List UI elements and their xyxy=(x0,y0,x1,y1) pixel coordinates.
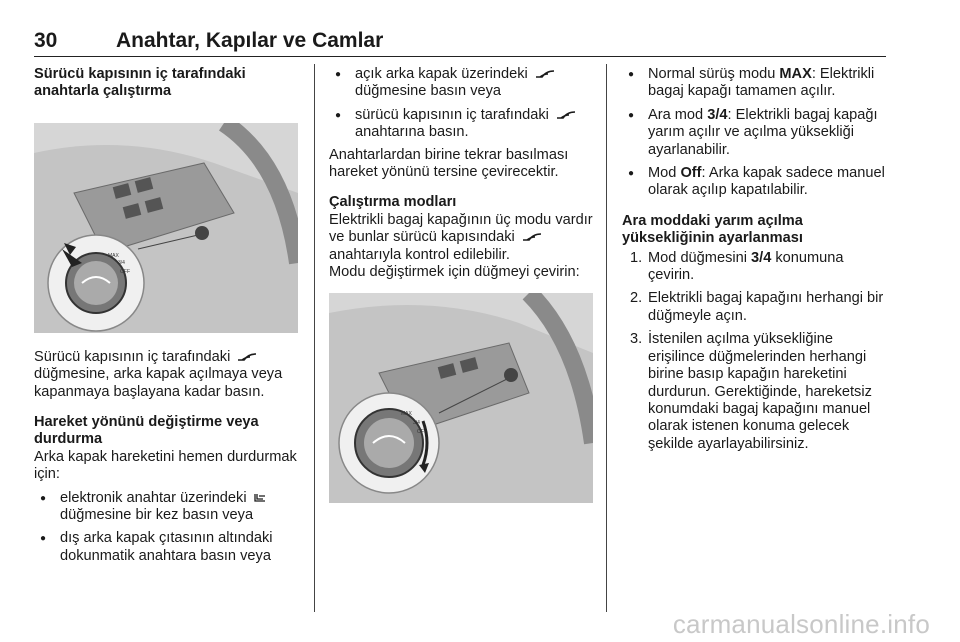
list-item: 1. Mod düğmesini 3/4 konumuna çevirin. xyxy=(630,249,844,284)
list-item: ● açık arka kapak üzerindeki düğmesine basın veya xyxy=(329,66,595,101)
tailgate-icon xyxy=(534,68,558,80)
watermark: carmanualsonline.info xyxy=(672,609,930,639)
paragraph: Sürücü kapısının iç tarafındaki düğmesine, arka kapak açılmaya veya kapanmaya başlayana kadar basın. xyxy=(34,348,283,400)
page-title: Anahtar, Kapılar ve Camlar xyxy=(116,29,384,52)
section-heading: Ara moddaki yarım açılma yüksekliğinin ayarlanması xyxy=(622,212,803,247)
paragraph: Arka kapak hareketini hemen durdurmak için: xyxy=(34,448,297,483)
key-tailgate-icon xyxy=(253,491,267,504)
door-switch-illustration xyxy=(34,123,298,333)
tailgate-icon xyxy=(555,109,579,121)
list-item: ● Ara mod 3/4: Elektrikli bagaj kapağı yarım açılır ve açılma yüksekliği ayarlanabilir. xyxy=(622,107,890,159)
paragraph: Elektrikli bagaj kapağının üç modu vardır ve bunlar sürücü kapısındaki anahtarıyla kontrol edilebilir. xyxy=(329,211,593,263)
list-item: ● Normal sürüş modu MAX: Elektrikli bagaj kapağı tamamen açılır. xyxy=(622,66,890,101)
section-heading: Hareket yönünü değiştirme veya durdurma xyxy=(34,414,259,448)
column-1 xyxy=(34,66,304,565)
list-item: 3. İstenilen açılma yüksekliğine erişilince düğmelerinden herhangi birine basıp kapağın hareketini durdurun. Gerektiğinde, hareketsiz konumdaki bagaj kapağını manuel olarak istenen konuma gelecek şekilde ayarlayabilirsiniz. xyxy=(630,331,872,452)
page-number: 30 xyxy=(34,29,58,52)
page-header xyxy=(34,29,886,57)
list-item: ● sürücü kapısının iç tarafındaki anahtarına basın. xyxy=(329,107,595,142)
column-divider xyxy=(314,64,315,612)
section-heading: Çalıştırma modları xyxy=(329,194,457,211)
svg-text:3/4: 3/4 xyxy=(118,259,125,266)
svg-text:MAX: MAX xyxy=(108,252,119,259)
svg-text:3/4: 3/4 xyxy=(413,420,420,427)
mode-dial-illustration xyxy=(329,293,593,503)
column-2 xyxy=(329,66,595,503)
section-heading: Sürücü kapısının iç tarafındaki anahtarla çalıştırma xyxy=(34,66,246,100)
column-3 xyxy=(622,66,890,453)
column-divider xyxy=(606,64,607,612)
tailgate-icon xyxy=(521,231,545,243)
list-item: 2. Elektrikli bagaj kapağını herhangi bir düğmeyle açın. xyxy=(630,290,884,324)
list-item: ● Mod Off: Arka kapak sadece manuel olarak açılıp kapatılabilir. xyxy=(622,165,890,200)
svg-text:OFF: OFF xyxy=(417,429,427,436)
svg-text:OFF: OFF xyxy=(120,268,130,275)
paragraph: Anahtarlardan birine tekrar basılması hareket yönünü tersine çevirecektir. xyxy=(329,146,569,181)
svg-text:MAX: MAX xyxy=(401,411,412,418)
paragraph: Modu değiştirmek için düğmeyi çevirin: xyxy=(329,264,580,281)
list-item: ● elektronik anahtar üzerindeki düğmesine bir kez basın veya xyxy=(34,490,304,525)
tailgate-icon xyxy=(236,351,260,363)
list-item: ● dış arka kapak çıtasının altındaki dokunmatik anahtara basın veya xyxy=(34,530,304,565)
